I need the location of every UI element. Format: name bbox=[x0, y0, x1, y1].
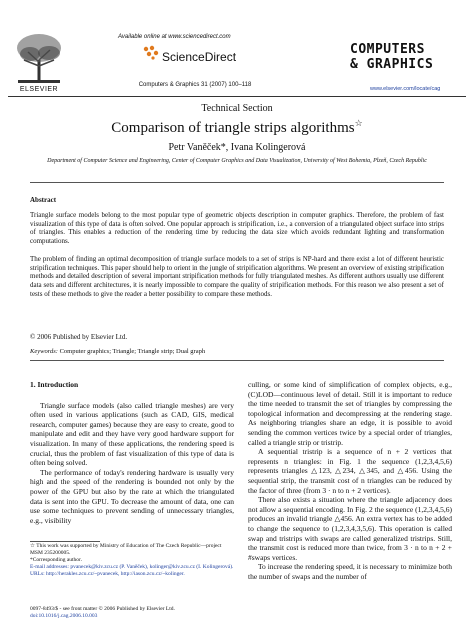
available-online-text: Available online at www.sciencedirect.com bbox=[118, 34, 231, 40]
intro-paragraph-5: There also exists a situation where the triangle adjacency does not allow a sequential encoding. In Fig. 2 the sequence (1,2,3,4,5,6) produces an invalid triangle △456. An extra vertex has to be added to change the sequence to (1,2,3,4,3,5,6). This operation is called swap and tristrips with swaps are called generalized tristrips. Still, the transmit cost is reduced more than twice, from 3 · n to n + 2 + #swaps vertices. bbox=[248, 495, 452, 562]
abstract-paragraph-2: The problem of finding an optimal decomposition of triangle surface models to a set of strips is NP-hard and there exist a lot of different heuristic stripification techniques. This paper should help to orient in the jungle of stripification algorithms. We present an overview of existing stripification methods and detailed description of several important stripification methods for fully triangulated meshes. As different authors usually use different data sets and different architectures, it is nearly impossible to compare the quality of stripification methods. For this reason we also present a set of tests of these methods to give the reader a better possibility to compare these methods. bbox=[30, 255, 444, 298]
intro-paragraph-1: Triangle surface models (also called triangle meshes) are very often used in various applications (such as CAD, GIS, medical research, computer games) because they are easy to create, good to manipulate and edit and they have very good hardware support for visualization. In many of these applications, the rendering speed is crucial, thus the problem of fast visualization of this type of data is often being solved. bbox=[30, 400, 234, 468]
intro-paragraph-4: A sequential tristrip is a sequence of n + 2 vertices that represents n triangles: in Fig. 1 the sequence (1,2,3,4,5,6) represents triangles △123, △234, △345, and △456. Using the sequential strip, the transmit cost of n triangles can be reduced by the factor of three (from 3 · n to n + 2 vertices). bbox=[248, 447, 452, 495]
paper-title bbox=[0, 118, 474, 137]
journal-citation: Computers & Graphics 31 (2007) 100–118 bbox=[138, 82, 252, 88]
footnotes bbox=[30, 543, 234, 578]
intro-paragraph-2: The performance of today's rendering hardware is usually very high and the speed of the rendering is bounded not only by the power of the GPU but also by the rate at which the triangulated data is sent into the GPU. To decrease the amount of data, one can use some techniques to prevent sending of unnecessary triangles, e.g., visibility bbox=[30, 467, 234, 525]
journal-title-line2: & GRAPHICS bbox=[350, 57, 434, 72]
author-list: Petr Vaněček*, Ivana Kolingerová bbox=[168, 142, 306, 153]
body-column-right bbox=[248, 380, 452, 581]
journal-title-line1: COMPUTERS bbox=[350, 42, 425, 57]
issn-line: 0097-8493/$ - see front matter © 2006 Published by Elsevier Ltd. bbox=[30, 606, 175, 612]
intro-paragraph-6: To increase the rendering speed, it is necessary to minimize both the number of swaps and the number of bbox=[248, 562, 452, 581]
abstract-paragraph-1: Triangle surface models belong to the most popular type of geometric objects description in computer graphics. Therefore, the problem of fast visualization of this type of data is often solved. One popular approach is stripification, i.e., a conversion of a triangulated object surface into strips of triangles. This enables a reduction of the rendering time by reducing the data size which avoids redundant lighting and transformation computations. bbox=[30, 211, 444, 246]
header-divider bbox=[8, 96, 466, 97]
footnote-corresponding: *Corresponding author. bbox=[30, 557, 82, 563]
abstract-heading: Abstract bbox=[30, 196, 57, 204]
doi-link[interactable]: doi:10.1016/j.cag.2006.10.003 bbox=[30, 613, 98, 619]
section-label: Technical Section bbox=[201, 103, 273, 114]
sciencedirect-logo bbox=[141, 44, 161, 60]
publisher-name: ELSEVIER bbox=[19, 86, 59, 93]
footnote-email-links[interactable]: E-mail addresses: pvanecek@kiv.zcu.cz (P. Vaněček), kolinger@kiv.zcu.cz (I. Kolingerová). bbox=[30, 564, 234, 570]
keywords-label: Keywords: bbox=[30, 348, 58, 355]
intro-paragraph-3: culling, or some kind of simplification of complex objects, e.g., (C)LOD—continuous level of detail. Still it is important to reduce the time needed to transmit the set of triangles by compressing the topological information and decompressing at the rendering stage. As neighboring triangles share an edge, it is possible to avoid sending the common vertices twice by a special order of triangles, called a triangle strip or tristrip. bbox=[248, 380, 452, 447]
footnote-funding: ☆ This work was supported by Ministry of Education of The Czech Republic—project MSM 235200005. bbox=[30, 543, 222, 556]
paper-title-text: Comparison of triangle strips algorithms bbox=[111, 120, 355, 136]
footnote-divider bbox=[30, 541, 100, 542]
elsevier-tree-logo bbox=[8, 30, 70, 86]
footnote-url-links[interactable]: URLs: http://herakles.zcu.cz/~pvanecek, http://iason.zcu.cz/~kolinger. bbox=[30, 571, 185, 577]
abstract-divider bbox=[30, 360, 444, 361]
journal-url-link[interactable]: www.elsevier.com/locate/cag bbox=[370, 86, 441, 92]
affiliation: Department of Computer Science and Engineering, Center of Computer Graphics and Data Visualization, University of West Bohemia, Plzeň, Czech Republic bbox=[47, 158, 427, 164]
title-divider bbox=[30, 182, 444, 183]
keywords bbox=[30, 348, 205, 355]
body-column-left bbox=[30, 380, 234, 525]
issn-doi-block bbox=[30, 606, 250, 620]
title-footnote-mark[interactable]: ☆ bbox=[354, 118, 363, 128]
section-heading-introduction: 1. Introduction bbox=[30, 380, 79, 389]
abstract-copyright: © 2006 Published by Elsevier Ltd. bbox=[30, 333, 128, 341]
sciencedirect-label: ScienceDirect bbox=[162, 50, 237, 64]
keywords-list: Computer graphics; Triangle; Triangle strip; Dual graph bbox=[59, 348, 206, 355]
